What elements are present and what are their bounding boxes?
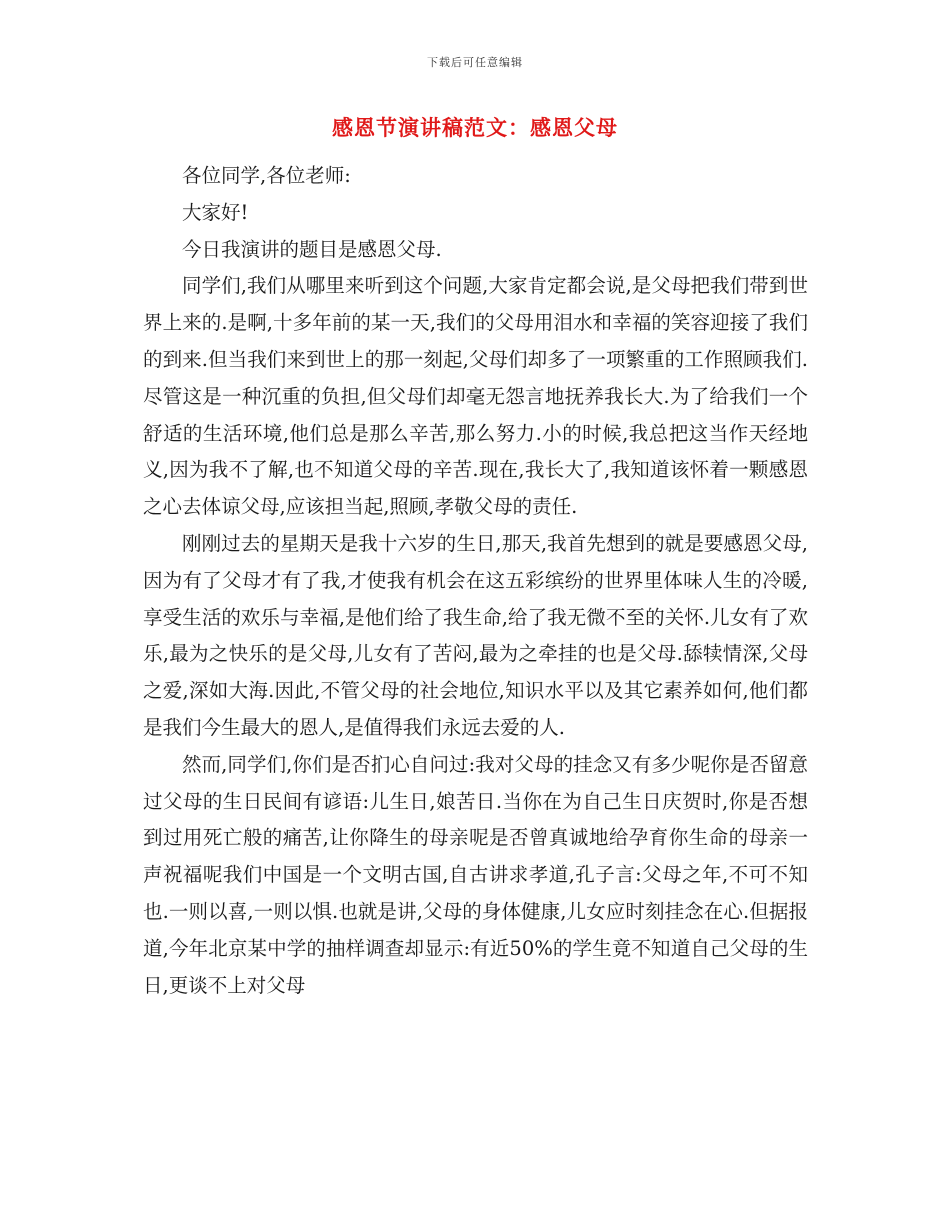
document-title: 感恩节演讲稿范文：感恩父母 [332,115,618,140]
body-paragraph: 刚刚过去的星期天是我十六岁的生日,那天,我首先想到的就是要感恩父母,因为有了父母才有了我,才使我有机会在这五彩缤纷的世界里体味人生的冷暖,享受生活的欢乐与幸福,是他们给了我生命,给了我无微不至的关怀.儿女有了欢乐,最为之快乐的是父母,儿女有了苦闷,最为之牵挂的也是父母.舔犊情深,父母之爱,深如大海.因此,不管父母的社会地位,知识水平以及其它素养如何,他们都是我们今生最大的恩人,是值得我们永远去爱的人. [143,531,808,739]
salutation-paragraph: 各位同学,各位老师: [182,164,351,187]
page-header-note: 下载后可任意编辑 [427,56,523,69]
topic-paragraph: 今日我演讲的题目是感恩父母. [182,237,442,261]
body-paragraph: 然而,同学们,你们是否扪心自问过:我对父母的挂念又有多少呢你是否留意过父母的生日民间有谚语:儿生日,娘苦日.当你在为自己生日庆贺时,你是否想到过用死亡般的痛苦,让你降生的母亲呢是否曾真诚地给孕育你生命的母亲一声祝福呢我们中国是一个文明古国,自古讲求孝道,孔子言:父母之年,不可不知也.一则以喜,一则以惧.也就是讲,父母的身体健康,儿女应时刻挂念在心.但据报道,今年北京某中学的抽样调查却显示:有近50%的学生竟不知道自己父母的生日,更谈不上对父母 [143,752,808,997]
greeting-paragraph: 大家好! [182,200,249,224]
body-paragraph: 同学们,我们从哪里来听到这个问题,大家肯定都会说,是父母把我们带到世界上来的.是啊,十多年前的某一天,我们的父母用泪水和幸福的笑容迎接了我们的到来.但当我们来到世上的那一刻起,父母们却多了一项繁重的工作照顾我们.尽管这是一种沉重的负担,但父母们却毫无怨言地抚养我长大.为了给我们一个舒适的生活环境,他们总是那么辛苦,那么努力.小的时候,我总把这当作天经地义,因为我不了解,也不知道父母的辛苦.现在,我长大了,我知道该怀着一颗感恩之心去体谅父母,应该担当起,照顾,孝敬父母的责任. [143,274,808,519]
document-body [143,158,808,1004]
